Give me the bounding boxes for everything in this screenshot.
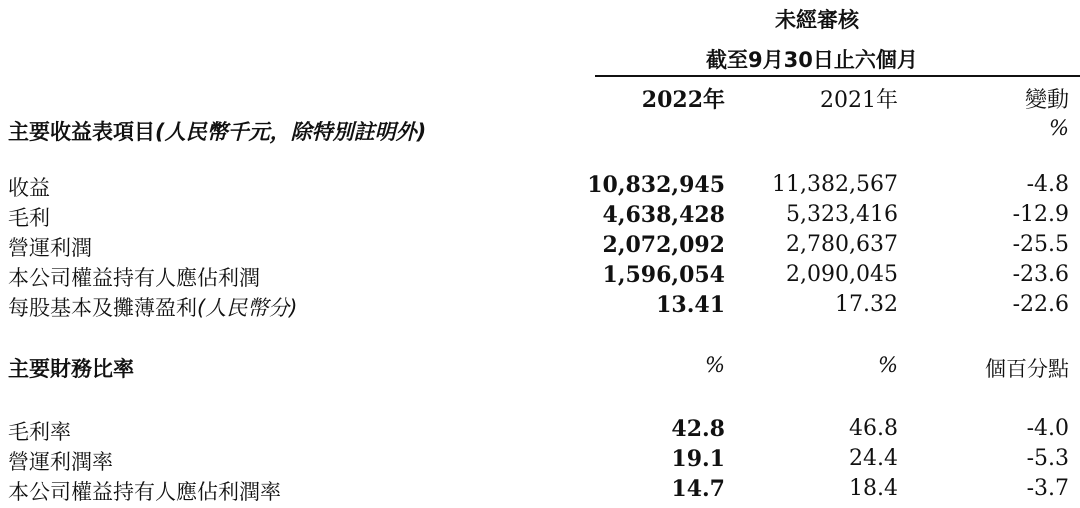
income-row-label-text: 每股基本及攤薄盈利 <box>8 296 197 320</box>
income-row-prior: 2,090,045 <box>786 262 898 287</box>
income-row-change: -25.5 <box>1012 232 1069 257</box>
column-header-change: 變動 <box>1024 88 1069 113</box>
income-change-unit: % <box>1049 116 1069 140</box>
ratio-unit-prior: % <box>878 353 898 377</box>
period-heading: 截至9月30日止六個月 <box>706 48 918 72</box>
income-row-label: 營運利潤 <box>8 236 92 260</box>
income-row-change: -23.6 <box>1012 262 1069 287</box>
ratio-row-current: 42.8 <box>671 416 725 442</box>
audit-status-heading: 未經審核 <box>775 8 859 32</box>
income-row-prior: 11,382,567 <box>772 172 898 197</box>
income-row-current: 1,596,054 <box>602 262 725 288</box>
income-row-prior: 2,780,637 <box>786 232 898 257</box>
ratio-row-prior: 24.4 <box>849 446 898 471</box>
income-section-title <box>8 116 426 146</box>
income-row-current: 13.41 <box>656 292 725 318</box>
header-rule <box>595 75 1080 77</box>
income-row-prior: 5,323,416 <box>786 202 898 227</box>
income-row-label: 本公司權益持有人應佔利潤 <box>8 266 260 290</box>
income-row-current: 10,832,945 <box>587 172 725 198</box>
income-row-change: -22.6 <box>1012 292 1069 317</box>
ratio-row-change: -4.0 <box>1026 416 1069 441</box>
ratio-row-prior: 18.4 <box>849 476 898 501</box>
ratio-unit-current: % <box>705 353 725 377</box>
ratio-row-current: 14.7 <box>671 476 725 502</box>
ratio-row-label: 毛利率 <box>8 420 71 444</box>
income-row-prior: 17.32 <box>835 292 898 317</box>
ratio-row-change: -5.3 <box>1026 446 1069 471</box>
income-row-current: 4,638,428 <box>602 202 725 228</box>
ratio-row-current: 19.1 <box>671 446 725 472</box>
income-row-label: 收益 <box>8 176 50 200</box>
ratio-row-label: 本公司權益持有人應佔利潤率 <box>8 480 281 504</box>
income-row-label-note: (人民幣分) <box>197 296 298 320</box>
income-section-title-text: 主要收益表項目 <box>8 120 155 144</box>
ratio-row-change: -3.7 <box>1026 476 1069 501</box>
income-row-change: -4.8 <box>1026 172 1069 197</box>
income-row-label <box>8 292 297 322</box>
income-row-label: 毛利 <box>8 206 50 230</box>
ratio-unit-change: 個百分點 <box>985 357 1069 381</box>
income-row-current: 2,072,092 <box>602 232 725 258</box>
column-header-2021: 2021年 <box>820 88 898 113</box>
column-header-2022: 2022年 <box>641 87 725 113</box>
ratio-row-label: 營運利潤率 <box>8 450 113 474</box>
ratio-section-title: 主要財務比率 <box>8 357 134 381</box>
ratio-row-prior: 46.8 <box>849 416 898 441</box>
income-row-change: -12.9 <box>1012 202 1069 227</box>
income-section-note: (人民幣千元，除特別註明外) <box>155 120 427 144</box>
